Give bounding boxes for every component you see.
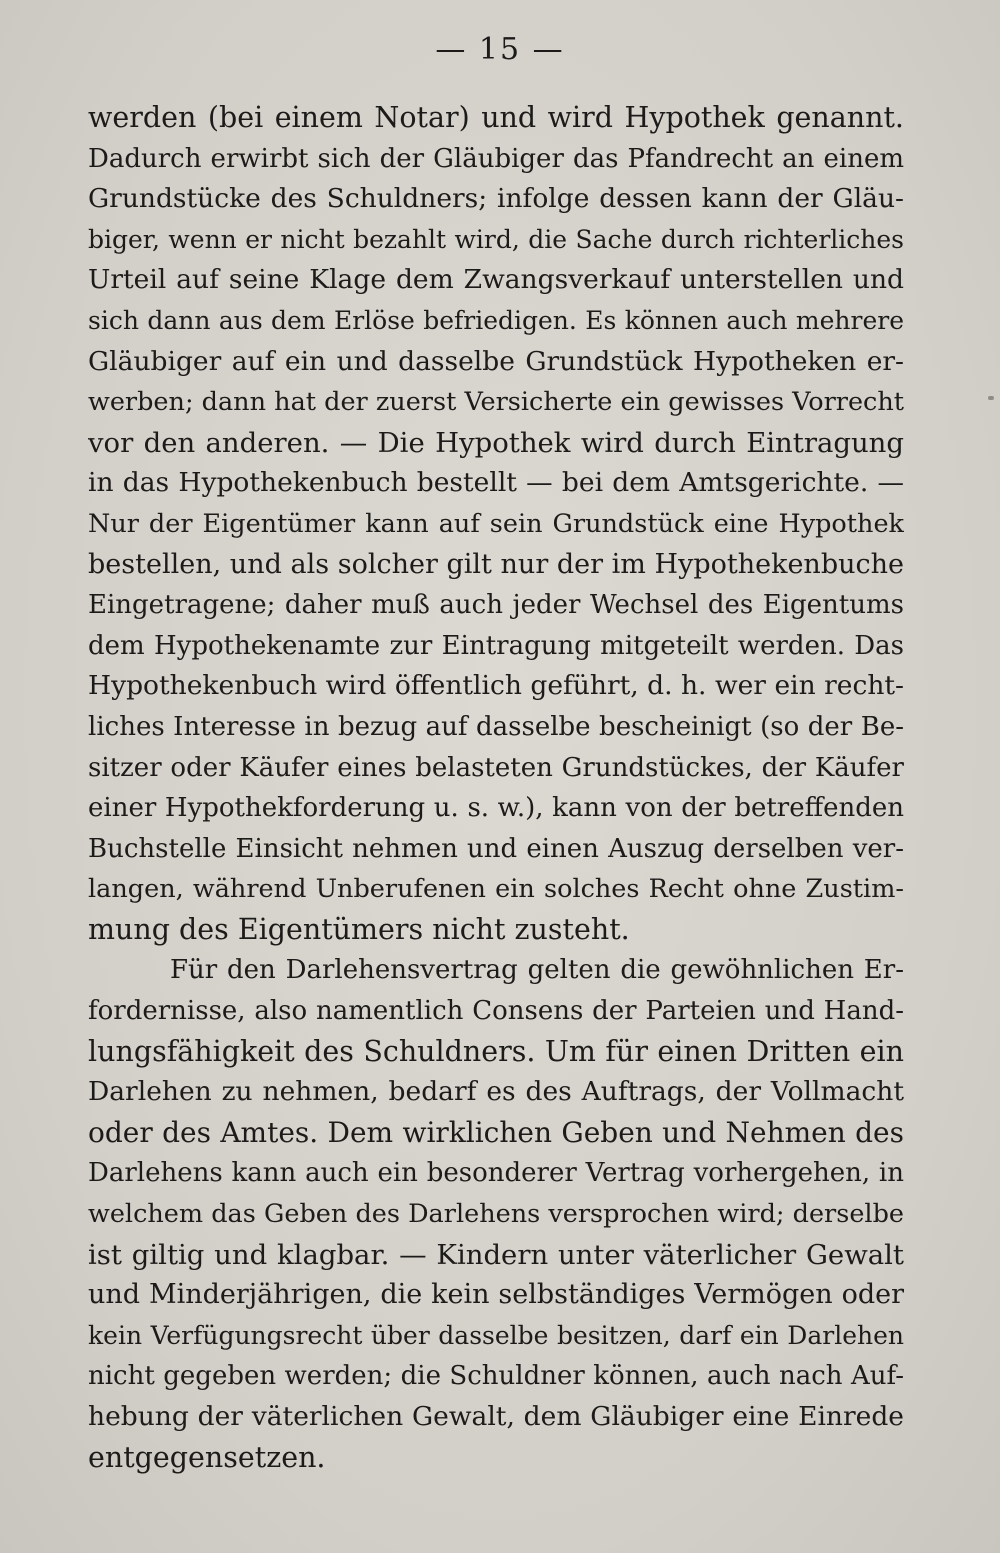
text-line: und Minderjährigen, die kein selbständiges Vermögen oder [88,1279,904,1311]
text-line: Für den Darlehensvertrag gelten die gewöhnlichen Er- [170,955,904,986]
text-line: Nur der Eigentümer kann auf sein Grundstück eine Hypothek [88,508,904,539]
text-line: sitzer oder Käufer eines belasteten Grundstückes, der Käufer [88,752,904,783]
text-line: Darlehens kann auch ein besonderer Vertrag vorhergehen, in [88,1158,904,1189]
text-line: sich dann aus dem Erlöse befriedigen. Es können auch mehrere [88,305,904,335]
text-line: nicht gegeben werden; die Schuldner können, auch nach Auf- [88,1361,904,1392]
paragraph-hypothek [88,98,904,950]
text-line: Grundstücke des Schuldners; infolge dessen kann der Gläu- [88,183,904,215]
text-line: in das Hypothekenbuch bestellt — bei dem Amtsgerichte. — [88,467,904,499]
text-line: werben; dann hat der zuerst Versicherte ein gewisses Vorrecht [88,387,904,418]
text-line: Dadurch erwirbt sich der Gläubiger das Pfandrecht an einem [88,143,904,174]
page-number: — 15 — [435,32,565,67]
text-line: Darlehen zu nehmen, bedarf es des Auftrags, der Vollmacht [88,1076,904,1108]
text-line: lungsfähigkeit des Schuldners. Um für einen Dritten ein [88,1034,904,1068]
text-line: welchem das Geben des Darlehens versprochen wird; derselbe [88,1199,904,1230]
text-line: kein Verfügungsrecht über dasselbe besitzen, darf ein Darlehen [88,1320,904,1350]
text-line: mung des Eigentümers nicht zusteht. [88,912,630,946]
text-line: fordernisse, also namentlich Consens der Parteien und Hand- [88,996,904,1027]
text-line: ist giltig und klagbar. — Kindern unter väterlicher Gewalt [88,1238,904,1271]
text-line: Buchstelle Einsicht nehmen und einen Auszug derselben ver- [88,833,904,864]
text-line: liches Interesse in bezug auf dasselbe bescheinigt (so der Be- [88,711,904,742]
text-line: bestellen, und als solcher gilt nur der im Hypothekenbuche [88,548,904,580]
body-text [88,98,904,1478]
text-line: dem Hypothekenamte zur Eintragung mitgeteilt werden. Das [88,630,904,661]
text-line: werden (bei einem Notar) und wird Hypothek genannt. [88,101,904,134]
text-line: biger, wenn er nicht bezahlt wird, die Sache durch richterliches [88,224,904,254]
text-line: Hypothekenbuch wird öffentlich geführt, d. h. wer ein recht- [88,670,904,702]
text-line: entgegensetzen. [88,1440,326,1474]
text-line: oder des Amtes. Dem wirklichen Geben und Nehmen des [88,1115,904,1149]
text-line: einer Hypothekforderung u. s. w.), kann von der betreffenden [88,793,904,824]
paragraph-darlehensvertrag [88,950,904,1478]
text-line: Urteil auf seine Klage dem Zwangsverkauf unterstellen und [88,264,904,296]
text-line: langen, während Unberufenen ein solches Recht ohne Zustim- [88,874,904,905]
text-line: hebung der väterlichen Gewalt, dem Gläubiger eine Einrede [88,1401,904,1432]
text-line: Eingetragene; daher muß auch jeder Wechsel des Eigentums [88,590,904,621]
text-line: vor den anderen. — Die Hypothek wird durch Eintragung [88,426,904,459]
text-line: Gläubiger auf ein und dasselbe Grundstück Hypotheken er- [88,345,904,377]
ink-smudge [988,396,994,400]
